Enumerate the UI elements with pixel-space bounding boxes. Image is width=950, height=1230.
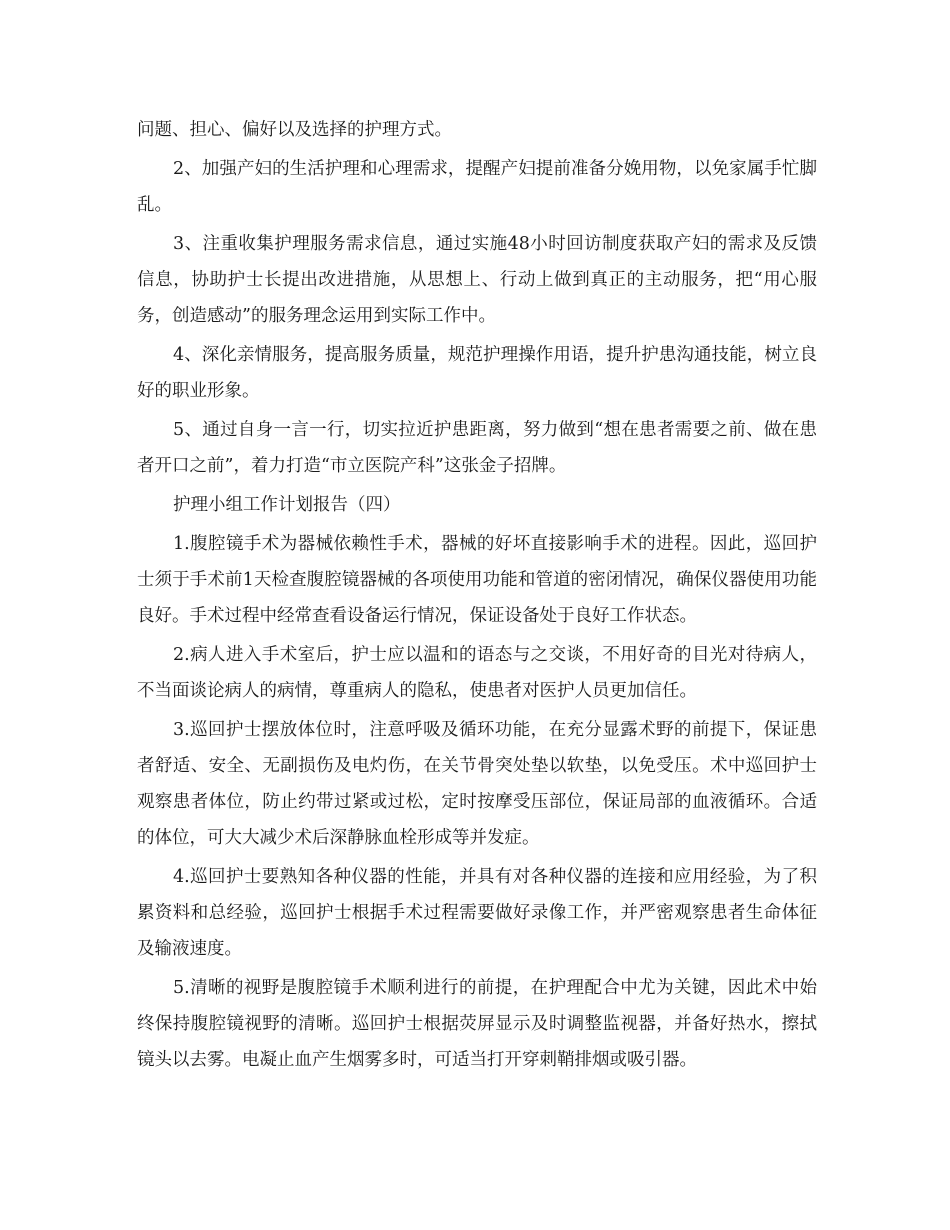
paragraph-section-item-5: 5.清晰的视野是腹腔镜手术顺利进行的前提，在护理配合中尤为关键，因此术中始终保持腹腔镜视野的清晰。巡回护士根据荧屏显示及时调整监视器，并备好热水，擦拭镜头以去雾。电凝止血产生烟雾多时，可适当打开穿刺鞘排烟或吸引器。	[137, 978, 817, 1070]
paragraph-item-3: 3、注重收集护理服务需求信息，通过实施48小时回访制度获取产妇的需求及反馈信息，协助护士长提出改进措施，从思想上、行动上做到真正的主动服务，把“用心服务，创造感动”的服务理念运用到实际工作中。	[137, 234, 817, 326]
paragraph-item-4: 4、深化亲情服务，提高服务质量，规范护理操作用语，提升护患沟通技能，树立良好的职业形象。	[137, 345, 817, 401]
paragraph-item-2: 2、加强产妇的生活护理和心理需求，提醒产妇提前准备分娩用物，以免家属手忙脚乱。	[137, 159, 817, 215]
paragraph-section-item-4: 4.巡回护士要熟知各种仪器的性能，并具有对各种仪器的连接和应用经验，为了积累资料和总经验，巡回护士根据手术过程需要做好录像工作，并严密观察患者生命体征及输液速度。	[137, 867, 817, 959]
document-body	[137, 112, 817, 1081]
paragraph-section-item-2: 2.病人进入手术室后，护士应以温和的语态与之交谈，不用好奇的目光对待病人，不当面谈论病人的病情，尊重病人的隐私，使患者对医护人员更加信任。	[137, 645, 817, 701]
paragraph-continuation: 问题、担心、偏好以及选择的护理方式。	[137, 120, 452, 140]
paragraph-section-item-3: 3.巡回护士摆放体位时，注意呼吸及循环功能，在充分显露术野的前提下，保证患者舒适、安全、无副损伤及电灼伤，在关节骨突处垫以软垫，以免受压。术中巡回护士观察患者体位，防止约带过紧或过松，定时按摩受压部位，保证局部的血液循环。合适的体位，可大大减少术后深静脉血栓形成等并发症。	[137, 720, 817, 848]
paragraph-item-5: 5、通过自身一言一行，切实拉近护患距离，努力做到“想在患者需要之前、做在患者开口之前”，着力打造“市立医院产科”这张金子招牌。	[137, 420, 817, 476]
paragraph-section-item-1: 1.腹腔镜手术为器械依赖性手术，器械的好坏直接影响手术的进程。因此，巡回护士须于手术前1天检查腹腔镜器械的各项使用功能和管道的密闭情况，确保仪器使用功能良好。手术过程中经常查看设备运行情况，保证设备处于良好工作状态。	[137, 534, 817, 626]
section-heading: 护理小组工作计划报告（四）	[173, 495, 401, 515]
